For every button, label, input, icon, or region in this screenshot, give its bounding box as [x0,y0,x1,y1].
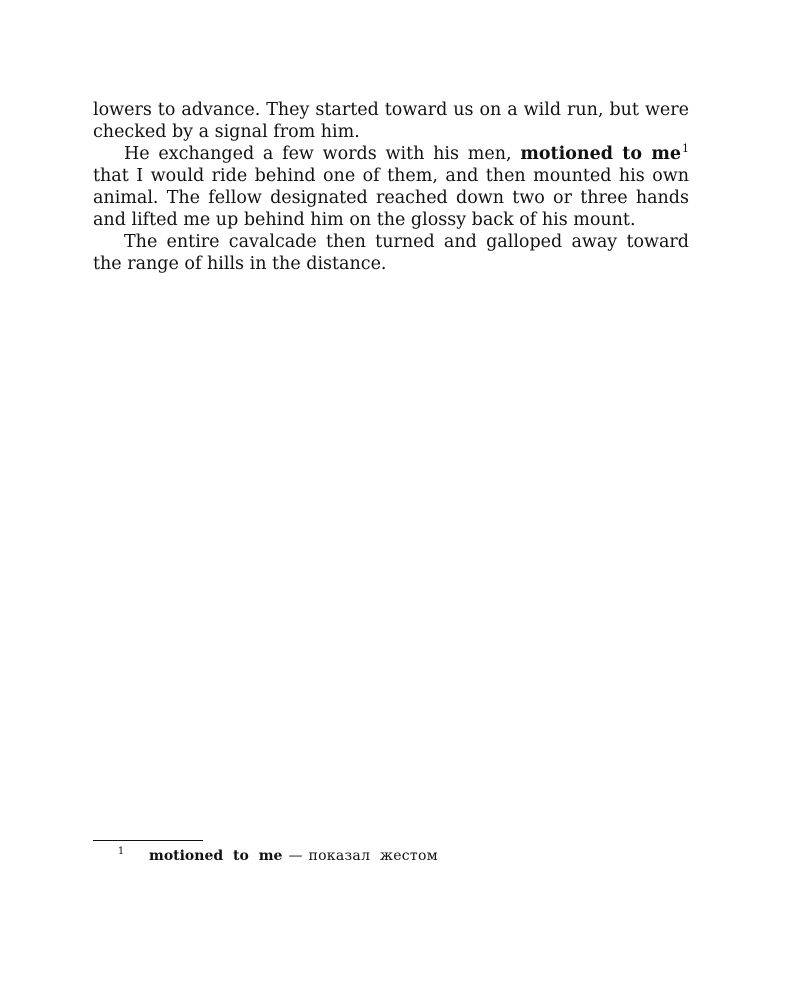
paragraph-exchange [93,143,689,231]
footnote-divider [93,840,203,841]
paragraph-cavalcade: The entire cavalcade then turned and galloped away toward the range of hills in the distance. [93,232,689,274]
footnote-term: motioned to me [149,848,283,864]
glossed-phrase: motioned to me [520,144,681,164]
page-body [93,99,689,275]
footnote-reference[interactable]: 1 [682,142,689,156]
footnote-dash: — [288,848,303,864]
paragraph-continuation: lowers to advance. They started toward us on a wild run, but were checked by a signal from him. [93,100,689,142]
paragraph-text-start: He exchanged a few words with his men, [124,144,521,164]
footnote: 1 motioned to me — показал жестом [117,846,438,864]
footnote-translation: показал жестом [308,848,438,864]
paragraph-text-end: that I would ride behind one of them, and then mounted his own animal. The fellow designated reached down two or three hands and lifted me up behind him on the glossy back of his mount. [93,166,689,230]
